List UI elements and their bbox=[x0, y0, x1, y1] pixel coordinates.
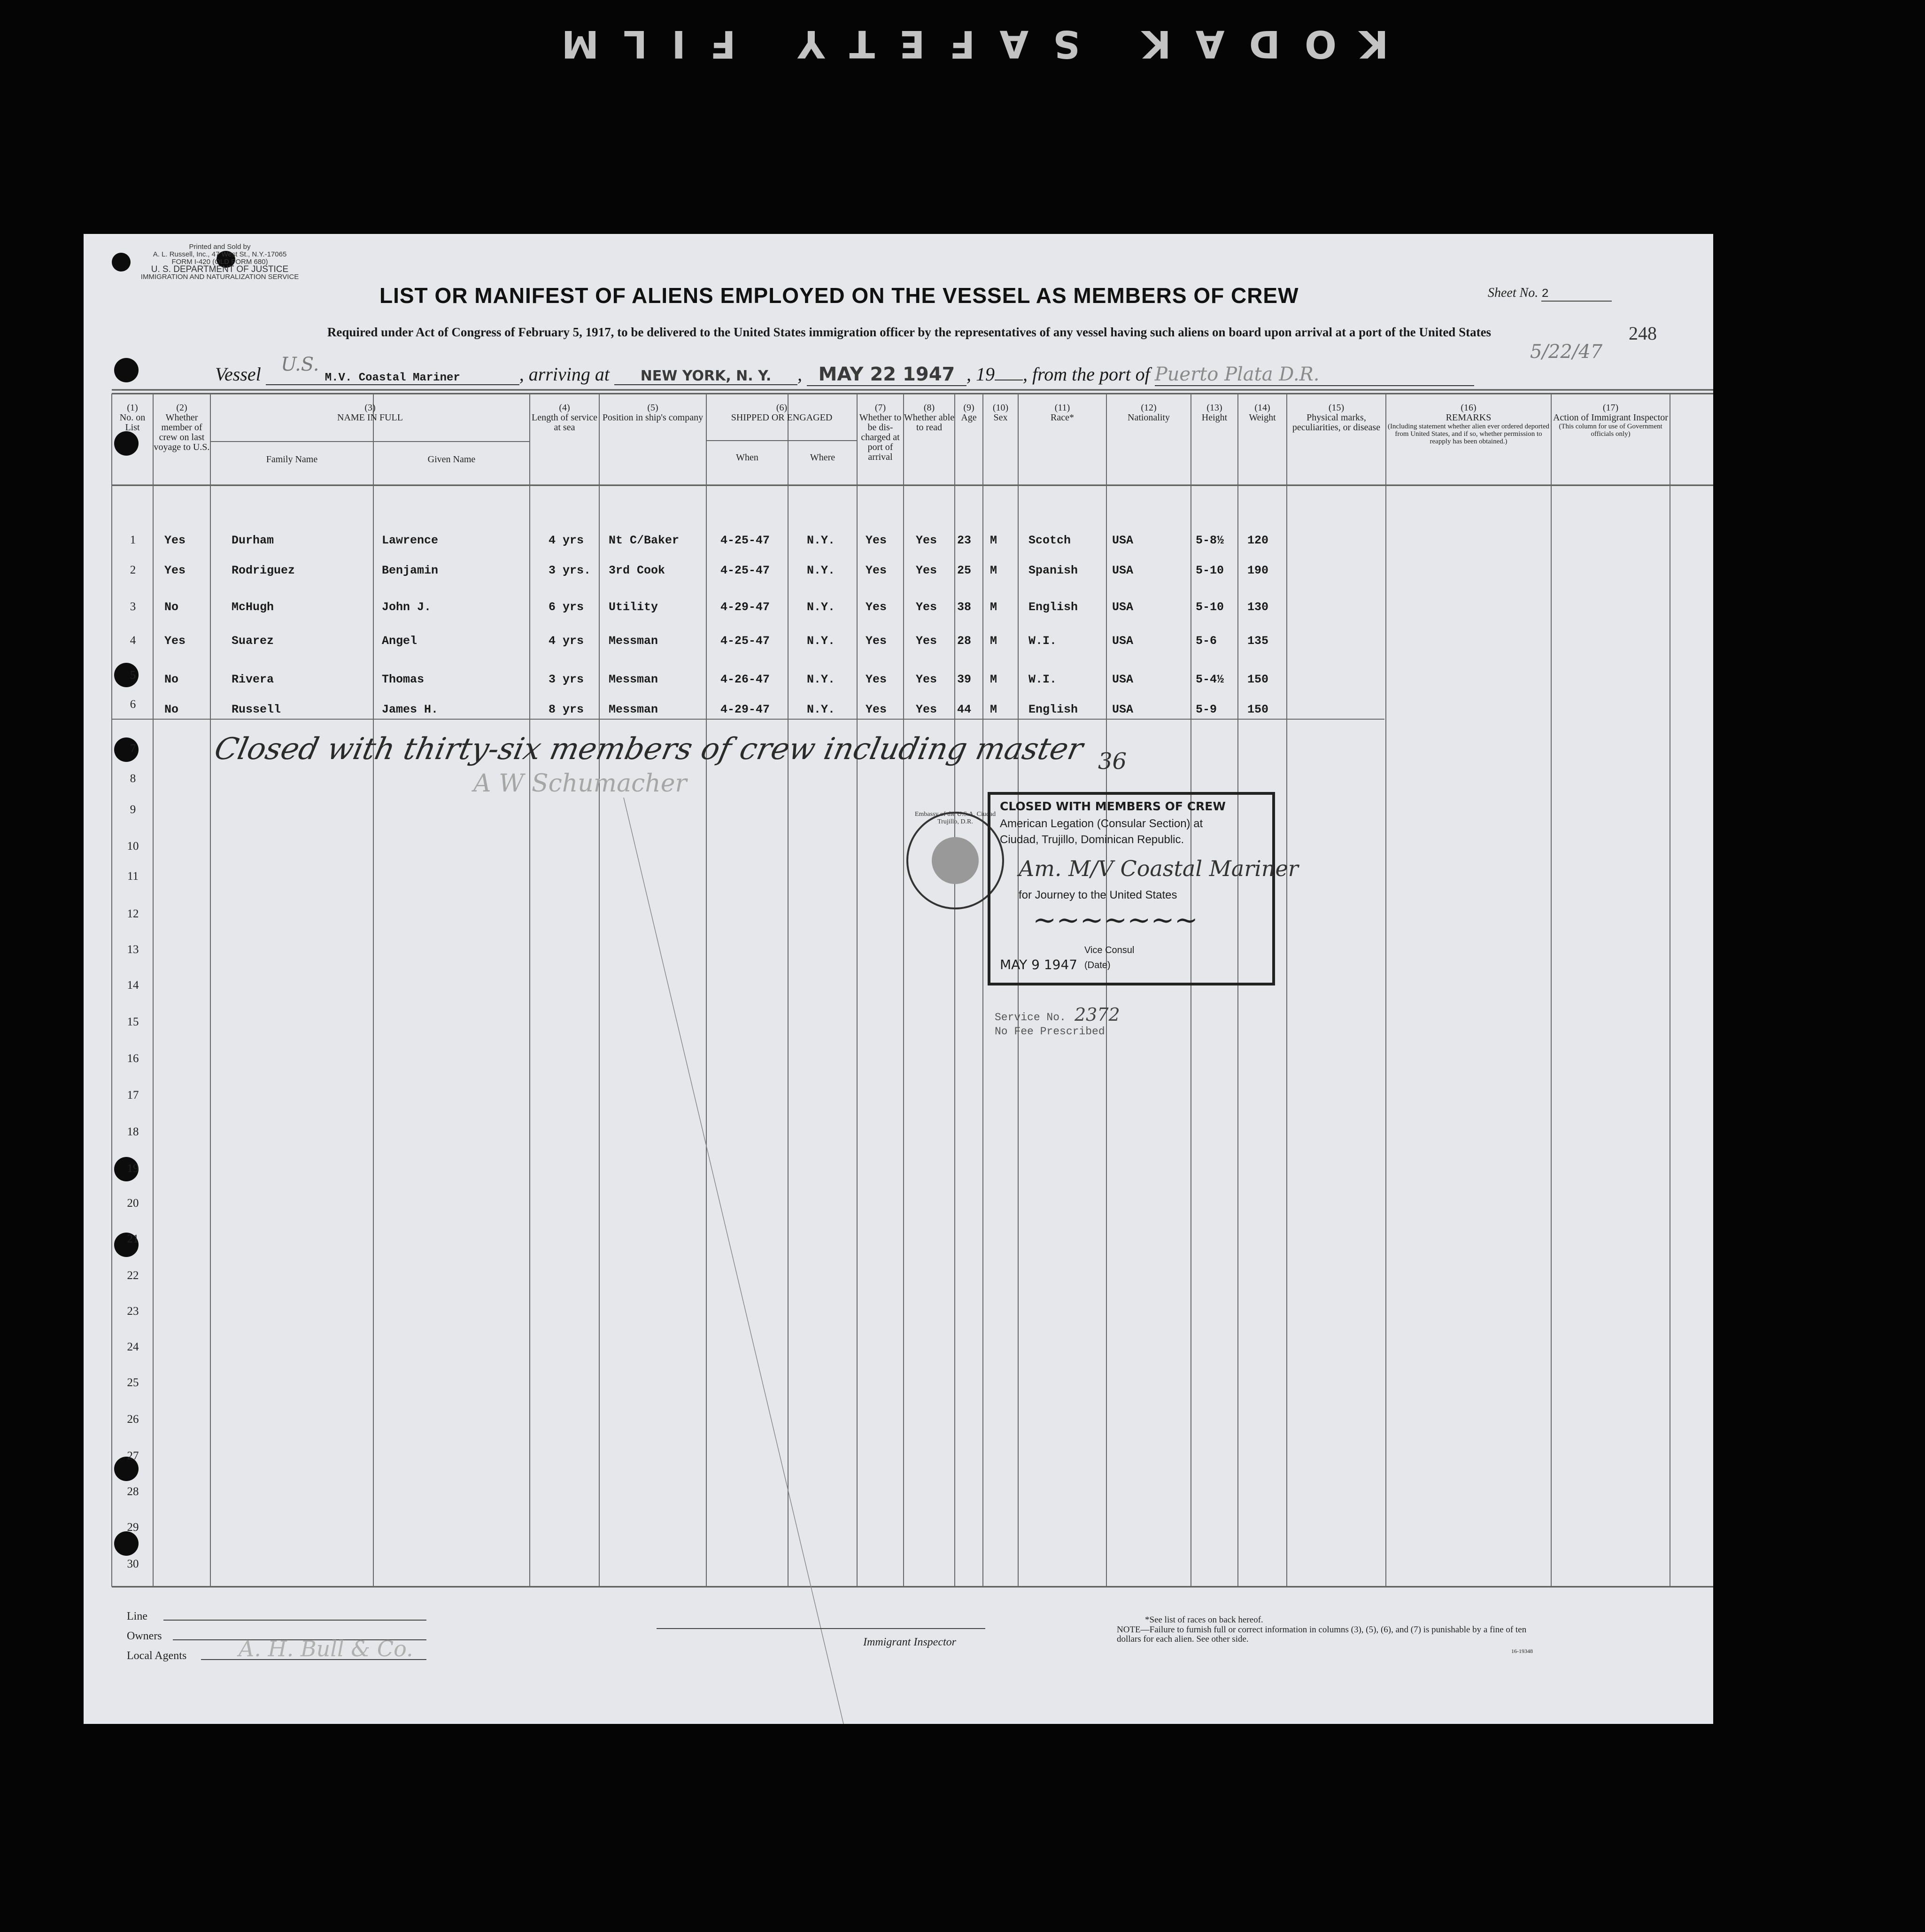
cell-position: Messman bbox=[609, 703, 658, 716]
cell-where: N.Y. bbox=[807, 534, 835, 547]
col-header-10: (10) Sex bbox=[992, 403, 1009, 423]
row-number: 29 bbox=[127, 1521, 139, 1534]
row-number: 20 bbox=[127, 1197, 139, 1210]
cell-family: Durham bbox=[232, 534, 274, 547]
cell-age: 25 bbox=[957, 564, 972, 577]
col-header-15: (15) Physical marks, peculiarities, or disease bbox=[1292, 403, 1381, 433]
row-number: 23 bbox=[127, 1305, 139, 1318]
col-header-17: (17) Action of Immigrant Inspector (This column for use of Government officials only) bbox=[1553, 403, 1668, 438]
cell-when: 4-29-47 bbox=[720, 703, 770, 716]
stamp-date: MAY 9 1947 bbox=[1000, 957, 1078, 972]
subheader-where: Where bbox=[810, 452, 835, 463]
cell-height: 5-8½ bbox=[1196, 534, 1224, 547]
row-number: 13 bbox=[127, 943, 139, 956]
cell-nationality: USA bbox=[1112, 673, 1134, 686]
col-header-12: (12) Nationality bbox=[1128, 403, 1170, 423]
vessel-line: Vessel U.S. M.V. Coastal Mariner , arriving at NEW YORK, N. Y. , MAY 22 1947 , 19 , from the port of Puerto Plata D.R. bbox=[215, 363, 1474, 386]
form-code: 16-19348 bbox=[1511, 1648, 1533, 1654]
cell-last: Yes bbox=[164, 564, 186, 577]
col-header-4: (4) Length of service at sea bbox=[532, 403, 597, 433]
cell-position: Utility bbox=[609, 600, 658, 614]
cell-when: 4-26-47 bbox=[720, 673, 770, 686]
cell-service: 4 yrs bbox=[549, 634, 584, 648]
row-number: 27 bbox=[127, 1450, 139, 1462]
cell-given: Angel bbox=[382, 634, 417, 648]
cell-height: 5-9 bbox=[1196, 703, 1217, 716]
row-number: 4 bbox=[130, 634, 136, 647]
cell-service: 3 yrs bbox=[549, 673, 584, 686]
cell-last: No bbox=[164, 703, 179, 716]
col-header-5: (5) Position in ship's company bbox=[602, 403, 704, 423]
cell-given: Benjamin bbox=[382, 564, 439, 577]
cell-weight: 150 bbox=[1247, 673, 1269, 686]
closed-signature: A W Schumacher bbox=[473, 769, 687, 798]
sheet-number: Sheet No. 2 bbox=[1488, 286, 1612, 302]
row-number: 12 bbox=[127, 908, 139, 920]
cell-height: 5-4½ bbox=[1196, 673, 1224, 686]
cell-read: Yes bbox=[916, 703, 937, 716]
row-number: 17 bbox=[127, 1089, 139, 1102]
cell-age: 39 bbox=[957, 673, 972, 686]
closed-note: Closed with thirty-six members of crew including master bbox=[211, 732, 1086, 767]
subheader-family-name: Family Name bbox=[266, 454, 318, 465]
footer-line-label: Line bbox=[127, 1610, 147, 1622]
cell-discharged: Yes bbox=[866, 703, 887, 716]
cell-position: 3rd Cook bbox=[609, 564, 665, 577]
row-number: 7 bbox=[130, 742, 136, 755]
col-header-16: (16) REMARKS (Including statement whether alien ever ordered deported from United States, and if so, whether permission to reapply has been obtained.) bbox=[1387, 403, 1550, 445]
cell-discharged: Yes bbox=[866, 534, 887, 547]
cell-where: N.Y. bbox=[807, 634, 835, 648]
cell-family: Suarez bbox=[232, 634, 274, 648]
cell-service: 3 yrs. bbox=[549, 564, 591, 577]
row-number: 18 bbox=[127, 1125, 139, 1138]
row-number: 26 bbox=[127, 1413, 139, 1426]
cell-last: Yes bbox=[164, 534, 186, 547]
row-number: 9 bbox=[130, 803, 136, 816]
cell-nationality: USA bbox=[1112, 564, 1134, 577]
cell-race: W.I. bbox=[1028, 634, 1057, 648]
stamp-handwritten-vessel: Am. M/V Coastal Mariner bbox=[1019, 856, 1299, 881]
margin-note: 5/22/47 bbox=[1530, 341, 1603, 363]
cell-nationality: USA bbox=[1112, 600, 1134, 614]
vessel-prefix: U.S. bbox=[281, 354, 319, 375]
row-number: 30 bbox=[127, 1558, 139, 1570]
requirement-text: Required under Act of Congress of February 5, 1917, to be delivered to the United States immigration officer by the representatives of any vessel having such aliens on board upon arrival at a port of the United States bbox=[327, 325, 1492, 339]
manifest-sheet bbox=[84, 234, 1713, 1724]
row-number: 24 bbox=[127, 1341, 139, 1353]
cell-weight: 190 bbox=[1247, 564, 1269, 577]
arriving-port: NEW YORK, N. Y. bbox=[614, 368, 797, 385]
cell-race: Spanish bbox=[1028, 564, 1078, 577]
races-note: *See list of races on back hereof. bbox=[1145, 1615, 1263, 1625]
cell-race: English bbox=[1028, 703, 1078, 716]
cell-sex: M bbox=[990, 703, 997, 716]
cell-height: 5-10 bbox=[1196, 564, 1224, 577]
cell-weight: 135 bbox=[1247, 634, 1269, 648]
cell-nationality: USA bbox=[1112, 534, 1134, 547]
cell-race: Scotch bbox=[1028, 534, 1071, 547]
row-number: 16 bbox=[127, 1052, 139, 1065]
cell-height: 5-6 bbox=[1196, 634, 1217, 648]
cell-position: Messman bbox=[609, 634, 658, 648]
cell-where: N.Y. bbox=[807, 600, 835, 614]
cell-discharged: Yes bbox=[866, 600, 887, 614]
cell-read: Yes bbox=[916, 673, 937, 686]
footer-owners-label: Owners bbox=[127, 1630, 162, 1642]
subheader-given-name: Given Name bbox=[427, 454, 476, 465]
col-header-7: (7) Whether to be dis-charged at port of arrival bbox=[859, 403, 902, 462]
cell-age: 23 bbox=[957, 534, 972, 547]
cell-sex: M bbox=[990, 600, 997, 614]
cell-where: N.Y. bbox=[807, 564, 835, 577]
cell-when: 4-25-47 bbox=[720, 564, 770, 577]
service-no: 2372 bbox=[1075, 1004, 1120, 1025]
cell-discharged: Yes bbox=[866, 634, 887, 648]
cell-sex: M bbox=[990, 673, 997, 686]
stamp-count: 36 bbox=[1098, 748, 1127, 775]
cell-family: Rivera bbox=[232, 673, 274, 686]
cell-sex: M bbox=[990, 534, 997, 547]
row-number: 2 bbox=[130, 564, 136, 576]
row-number: 14 bbox=[127, 979, 139, 992]
cell-discharged: Yes bbox=[866, 564, 887, 577]
cell-last: No bbox=[164, 673, 179, 686]
service-no-label: Service No. bbox=[995, 1011, 1066, 1024]
cell-last: No bbox=[164, 600, 179, 614]
cell-sex: M bbox=[990, 634, 997, 648]
cell-position: Nt C/Baker bbox=[609, 534, 680, 547]
subheader-when: When bbox=[736, 452, 758, 463]
row-number: 10 bbox=[127, 840, 139, 853]
cell-given: Lawrence bbox=[382, 534, 439, 547]
cell-read: Yes bbox=[916, 564, 937, 577]
col-header-11: (11) Race* bbox=[1051, 403, 1074, 423]
cell-when: 4-29-47 bbox=[720, 600, 770, 614]
immigrant-inspector-label: Immigrant Inspector bbox=[863, 1636, 956, 1648]
form-title: LIST OR MANIFEST OF ALIENS EMPLOYED ON THE VESSEL AS MEMBERS OF CREW bbox=[379, 283, 1299, 308]
cell-weight: 130 bbox=[1247, 600, 1269, 614]
cell-position: Messman bbox=[609, 673, 658, 686]
vessel-name: M.V. Coastal Mariner bbox=[266, 372, 519, 385]
row-number: 11 bbox=[127, 870, 139, 883]
printer-imprint: Printed and Sold by A. L. Russell, Inc., 47 West St., N.Y.-17065 FORM I-420 (OLD FORM 680) U. S. DEPARTMENT OF JUSTICE IMMIGRATION AND NATURALIZATION SERVICE bbox=[140, 243, 299, 281]
from-port: Puerto Plata D.R. bbox=[1155, 364, 1474, 386]
col-header-1: (1) No. on List bbox=[119, 403, 146, 433]
cell-nationality: USA bbox=[1112, 703, 1134, 716]
row-number: 21 bbox=[127, 1233, 139, 1245]
cell-race: W.I. bbox=[1028, 673, 1057, 686]
row-number: 19 bbox=[127, 1162, 139, 1175]
row-number: 22 bbox=[127, 1269, 139, 1282]
row-number: 8 bbox=[130, 772, 136, 785]
col-header-6: (6) SHIPPED OR ENGAGED bbox=[731, 403, 833, 423]
cell-age: 28 bbox=[957, 634, 972, 648]
col-header-8: (8) Whether able to read bbox=[904, 403, 955, 433]
cell-where: N.Y. bbox=[807, 703, 835, 716]
col-header-3: (3) NAME IN FULL bbox=[337, 403, 403, 423]
cell-age: 38 bbox=[957, 600, 972, 614]
col-header-13: (13) Height bbox=[1201, 403, 1228, 423]
row-number: 6 bbox=[130, 698, 136, 711]
cell-family: Russell bbox=[232, 703, 281, 716]
film-edge-marking: KODAK SAFETY FILM bbox=[537, 22, 1389, 66]
cell-weight: 120 bbox=[1247, 534, 1269, 547]
page-number: 248 bbox=[1629, 323, 1657, 344]
cell-read: Yes bbox=[916, 534, 937, 547]
cell-last: Yes bbox=[164, 634, 186, 648]
cell-service: 8 yrs bbox=[549, 703, 584, 716]
cell-service: 4 yrs bbox=[549, 534, 584, 547]
cell-given: Thomas bbox=[382, 673, 425, 686]
cell-height: 5-10 bbox=[1196, 600, 1224, 614]
cell-service: 6 yrs bbox=[549, 600, 584, 614]
col-header-14: (14) Weight bbox=[1249, 403, 1276, 423]
cell-discharged: Yes bbox=[866, 673, 887, 686]
cell-where: N.Y. bbox=[807, 673, 835, 686]
cell-when: 4-25-47 bbox=[720, 534, 770, 547]
cell-sex: M bbox=[990, 564, 997, 577]
footer-agents-value: A. H. Bull & Co. bbox=[239, 1636, 413, 1661]
cell-nationality: USA bbox=[1112, 634, 1134, 648]
cell-read: Yes bbox=[916, 600, 937, 614]
penalty-note: NOTE—Failure to furnish full or correct information in columns (3), (5), (6), and (7) is punishable by a fine of ten dollars for each alien. See other side. bbox=[1117, 1625, 1527, 1644]
no-fee-note: No Fee Prescribed bbox=[995, 1025, 1105, 1038]
seal-text: Embassy of the U.S.A. Ciudad Trujillo, D.R. bbox=[914, 811, 996, 825]
cell-age: 44 bbox=[957, 703, 972, 716]
cell-given: James H. bbox=[382, 703, 439, 716]
col-header-2: (2) Whether member of crew on last voyage to U.S. bbox=[154, 403, 210, 452]
consular-stamp: CLOSED WITH MEMBERS OF CREW American Legation (Consular Section) at Ciudad, Trujillo, Dominican Republic. Am. M/V Coastal Mariner for Journey to the United States ~~~~~~~ Vice Consul MAY 9 1947 (Date) bbox=[988, 792, 1275, 985]
row-number: 15 bbox=[127, 1016, 139, 1028]
cell-read: Yes bbox=[916, 634, 937, 648]
row-number: 28 bbox=[127, 1485, 139, 1498]
cell-race: English bbox=[1028, 600, 1078, 614]
cell-family: McHugh bbox=[232, 600, 274, 614]
cell-given: John J. bbox=[382, 600, 432, 614]
row-number: 25 bbox=[127, 1376, 139, 1389]
arrival-date: MAY 22 1947 bbox=[807, 364, 966, 386]
cell-when: 4-25-47 bbox=[720, 634, 770, 648]
cell-weight: 150 bbox=[1247, 703, 1269, 716]
row-number: 3 bbox=[130, 600, 136, 613]
row-number: 1 bbox=[130, 534, 136, 546]
col-header-9: (9) Age bbox=[961, 403, 977, 423]
vice-consul-signature: ~~~~~~~ bbox=[1033, 904, 1198, 937]
row-number: 5 bbox=[130, 669, 136, 682]
cell-family: Rodriguez bbox=[232, 564, 295, 577]
footer-agents-label: Local Agents bbox=[127, 1650, 187, 1662]
